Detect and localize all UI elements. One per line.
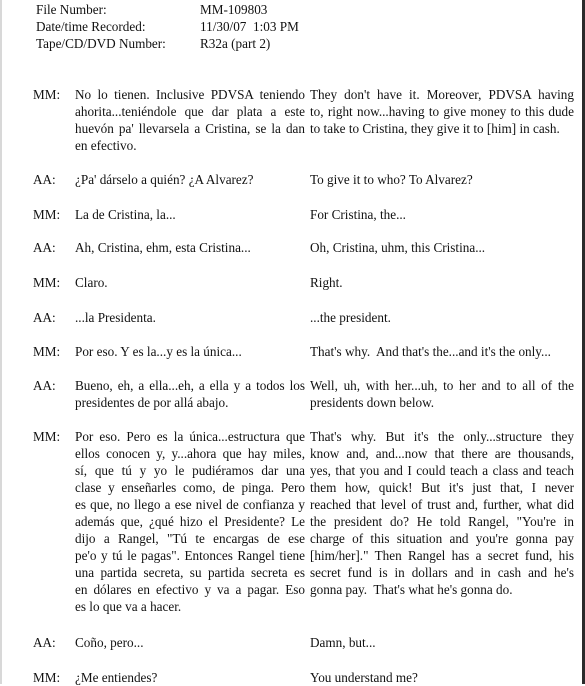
spanish-line: Por eso. Pero es la única...estructura que — [75, 429, 305, 444]
english-text — [310, 634, 574, 651]
spanish-text — [75, 343, 305, 360]
spanish-line: ahorita...teniéndole que dar plata a este — [75, 104, 305, 119]
spanish-line: presidentes de por allá abajo. — [75, 395, 229, 410]
english-text — [310, 428, 574, 598]
english-line: Damn, but... — [310, 635, 376, 650]
speaker-label: MM: — [33, 207, 61, 222]
spanish-line: La de Cristina, la... — [75, 207, 176, 222]
english-line: to, right now...having to give money to this dude — [310, 104, 574, 119]
datetime-label: Date/time Recorded: — [36, 19, 146, 34]
english-text — [310, 274, 574, 291]
english-line: To give it to who? To Alvarez? — [310, 172, 473, 187]
tape-row — [36, 35, 576, 52]
spanish-line: No lo tienen. Inclusive PDVSA teniendo — [75, 87, 305, 102]
spanish-line: sí, que tú y yo le pudiéramos dar una — [75, 463, 305, 478]
file-number-label: File Number: — [36, 2, 107, 17]
scan-edge-left — [0, 0, 2, 684]
speaker-label: MM: — [33, 344, 61, 359]
spanish-line: Por eso. Y es la...y es la única... — [75, 344, 242, 359]
english-line: to take to Cristina, they give it to [him] in cash. — [310, 121, 560, 136]
spanish-line: Bueno, eh, a ella...eh, a ella y a todos los — [75, 378, 305, 393]
transcript-header — [36, 1, 576, 52]
spanish-line: ¿Pa' dárselo a quién? ¿A Alvarez? — [75, 172, 254, 187]
english-line: Oh, Cristina, uhm, this Cristina... — [310, 240, 486, 255]
english-line: [him/her]." Then Rangel has a secret fund, his — [310, 548, 574, 563]
spanish-line: una partida secreta, su partida secreta es — [75, 565, 305, 580]
english-line: secret fund is in dollars and in cash and he's — [310, 565, 574, 580]
english-line: Well, uh, with her...uh, to her and to all of the — [310, 378, 574, 393]
english-text — [310, 343, 574, 360]
spanish-text — [75, 239, 305, 256]
english-line: They don't have it. Moreover, PDVSA having — [310, 87, 574, 102]
english-text — [310, 86, 574, 137]
spanish-line: Claro. — [75, 275, 108, 290]
english-text — [310, 669, 574, 686]
speaker-label: MM: — [33, 429, 61, 444]
english-text — [310, 206, 574, 223]
spanish-line: ¿Me entiendes? — [75, 670, 158, 685]
speaker-label: AA: — [33, 378, 56, 393]
speaker-label: MM: — [33, 87, 61, 102]
spanish-text — [75, 171, 305, 188]
spanish-line: ...la Presidenta. — [75, 310, 156, 325]
english-line: presidents down below. — [310, 395, 435, 410]
english-text — [310, 377, 574, 411]
spanish-line: en dólares en efectivo y va a pagar. Eso — [75, 582, 305, 597]
english-text — [310, 171, 574, 188]
tape-value: R32a (part 2) — [200, 36, 271, 51]
file-number-row — [36, 1, 576, 18]
spanish-text — [75, 274, 305, 291]
speaker-label: AA: — [33, 172, 56, 187]
english-line: You understand me? — [310, 670, 418, 685]
spanish-text — [75, 377, 305, 411]
english-line: Right. — [310, 275, 343, 290]
speaker-label: AA: — [33, 240, 56, 255]
spanish-line: Coño, pero... — [75, 635, 144, 650]
english-line: them how, quick! But it's just that, I never — [310, 480, 574, 495]
file-number-value: MM-109803 — [200, 2, 268, 17]
english-line: reached that level of trust and, further, what did — [310, 497, 574, 512]
english-line: For Cristina, the... — [310, 207, 406, 222]
spanish-line: huevón pa' llevarsela a Cristina, se la dan — [75, 121, 305, 136]
spanish-text — [75, 428, 305, 615]
spanish-line: pe'o y tú le pagas". Entonces Rangel tiene — [75, 548, 305, 563]
spanish-text — [75, 634, 305, 651]
tape-label: Tape/CD/DVD Number: — [36, 36, 166, 51]
datetime-value: 11/30/07 1:03 PM — [200, 19, 299, 34]
datetime-row — [36, 18, 576, 35]
speaker-label: MM: — [33, 275, 61, 290]
english-line: charge of this situation and you're gonna pay — [310, 531, 574, 546]
speaker-label: AA: — [33, 310, 56, 325]
spanish-line: ellos conocen y, y...ahora que hay miles, — [75, 446, 305, 461]
spanish-text — [75, 669, 305, 686]
speaker-label: AA: — [33, 635, 56, 650]
spanish-line: es lo que va a hacer. — [75, 599, 182, 614]
english-text — [310, 309, 574, 326]
spanish-line: clase y enseñarles como, de pinga. Pero — [75, 480, 305, 495]
speaker-label: MM: — [33, 670, 61, 685]
spanish-text — [75, 86, 305, 154]
spanish-line: en efectivo. — [75, 138, 137, 153]
spanish-line: Ah, Cristina, ehm, esta Cristina... — [75, 240, 251, 255]
english-line: gonna pay. That's what he's gonna do. — [310, 582, 513, 597]
spanish-text — [75, 309, 305, 326]
english-line: know and, and...now that there are thousands, — [310, 446, 574, 461]
english-text — [310, 239, 574, 256]
english-line: That's why. But it's the only...structure they — [310, 429, 574, 444]
spanish-text — [75, 206, 305, 223]
spanish-line: además que, ¿qué hizo el Presidente? Le — [75, 514, 305, 529]
english-line: ...the president. — [310, 310, 391, 325]
english-line: That's why. And that's the...and it's the only... — [310, 344, 551, 359]
english-line: the president do? He told Rangel, "You're in — [310, 514, 574, 529]
spanish-line: es que, no llego a ese nivel de confianza y — [75, 497, 305, 512]
spanish-line: dijo a Rangel, "Tú te encargas de ese — [75, 531, 305, 546]
english-line: yes, that you and I could teach a class and teach — [310, 463, 574, 478]
